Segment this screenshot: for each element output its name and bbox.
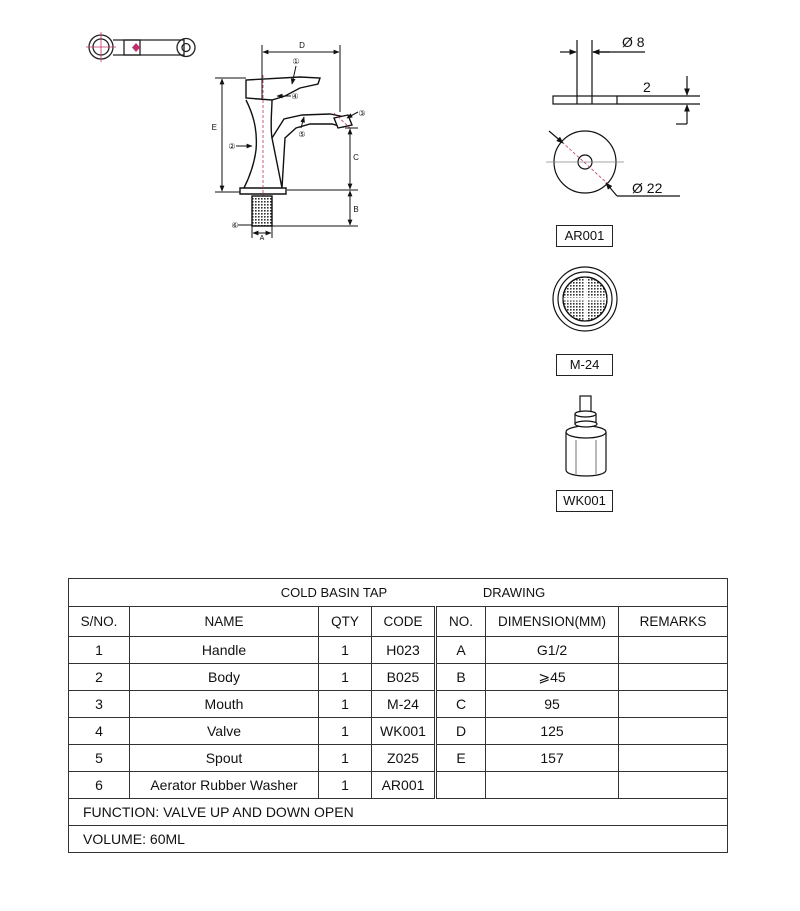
- cell-name: Body: [130, 664, 319, 691]
- dim-e-label: E: [211, 123, 217, 132]
- cell-name: Mouth: [130, 691, 319, 718]
- valve-drawing: [566, 396, 606, 476]
- cell-code: WK001: [372, 718, 436, 745]
- mouth-drawing: [553, 267, 617, 331]
- cell-code: Z025: [372, 745, 436, 772]
- cell-no: [436, 772, 486, 799]
- cell-dimension: 125: [486, 718, 619, 745]
- cell-qty: 1: [319, 637, 372, 664]
- cell-sno: 3: [69, 691, 130, 718]
- thickness-label: 2: [643, 79, 651, 95]
- cell-dimension: ⩾45: [486, 664, 619, 691]
- header-no: NO.: [436, 607, 486, 637]
- cell-sno: 6: [69, 772, 130, 799]
- table-row: [69, 718, 728, 745]
- table-row: [69, 637, 728, 664]
- header-code: CODE: [372, 607, 436, 637]
- header-qty: QTY: [319, 607, 372, 637]
- cell-name: Handle: [130, 637, 319, 664]
- spec-table: [68, 578, 728, 853]
- header-sno: S/NO.: [69, 607, 130, 637]
- dia-large-label: Ø 22: [632, 180, 663, 196]
- function-text: FUNCTION: VALVE UP AND DOWN OPEN: [69, 799, 728, 826]
- table-header-row: [69, 607, 728, 637]
- aerator-washer-drawing: [546, 40, 700, 196]
- cell-name: Aerator Rubber Washer: [130, 772, 319, 799]
- aerator-washer-caption: AR001: [556, 225, 613, 247]
- cell-code: B025: [372, 664, 436, 691]
- cell-dimension: [486, 772, 619, 799]
- table-title: [69, 579, 728, 607]
- cell-no: E: [436, 745, 486, 772]
- cell-sno: 4: [69, 718, 130, 745]
- cell-qty: 1: [319, 664, 372, 691]
- cell-remarks: [619, 691, 728, 718]
- table-row: [69, 691, 728, 718]
- cell-sno: 2: [69, 664, 130, 691]
- dim-c-label: C: [353, 153, 359, 162]
- cell-remarks: [619, 745, 728, 772]
- part-4-label: ④: [291, 92, 299, 101]
- dimension-lines: [215, 45, 358, 238]
- cell-qty: 1: [319, 691, 372, 718]
- part-6-label: ⑥: [231, 221, 239, 230]
- header-dimension: DIMENSION(MM): [486, 607, 619, 637]
- part-1-label: ①: [292, 57, 300, 66]
- cell-name: Spout: [130, 745, 319, 772]
- cell-code: M-24: [372, 691, 436, 718]
- table-row: [69, 745, 728, 772]
- cell-code: AR001: [372, 772, 436, 799]
- cell-no: A: [436, 637, 486, 664]
- part-5-label: ⑤: [298, 130, 306, 139]
- cell-remarks: [619, 772, 728, 799]
- dia-small-label: Ø 8: [622, 34, 645, 50]
- valve-caption: WK001: [556, 490, 613, 512]
- cell-remarks: [619, 637, 728, 664]
- cell-remarks: [619, 718, 728, 745]
- header-remarks: REMARKS: [619, 607, 728, 637]
- cell-dimension: G1/2: [486, 637, 619, 664]
- table-title-row: [69, 579, 728, 607]
- handle-top-view: [86, 32, 195, 62]
- dim-a-label: A: [259, 235, 265, 242]
- volume-row: [69, 826, 728, 853]
- cell-sno: 5: [69, 745, 130, 772]
- header-name: NAME: [130, 607, 319, 637]
- cell-dimension: 157: [486, 745, 619, 772]
- cell-qty: 1: [319, 718, 372, 745]
- cell-no: D: [436, 718, 486, 745]
- part-2-label: ②: [228, 142, 236, 151]
- dim-d-label: D: [299, 41, 305, 50]
- mouth-caption: M-24: [556, 354, 613, 376]
- table-title-left: COLD BASIN TAP: [280, 585, 388, 600]
- cell-remarks: [619, 664, 728, 691]
- cell-code: H023: [372, 637, 436, 664]
- part-3-label: ③: [358, 109, 366, 118]
- table-row: [69, 664, 728, 691]
- cell-name: Valve: [130, 718, 319, 745]
- cell-dimension: 95: [486, 691, 619, 718]
- cell-no: C: [436, 691, 486, 718]
- cell-sno: 1: [69, 637, 130, 664]
- volume-text: VOLUME: 60ML: [69, 826, 728, 853]
- dim-b-label: B: [353, 205, 359, 214]
- cell-qty: 1: [319, 745, 372, 772]
- cell-no: B: [436, 664, 486, 691]
- cell-qty: 1: [319, 772, 372, 799]
- function-row: [69, 799, 728, 826]
- table-row: [69, 772, 728, 799]
- table-title-right: DRAWING: [482, 585, 546, 600]
